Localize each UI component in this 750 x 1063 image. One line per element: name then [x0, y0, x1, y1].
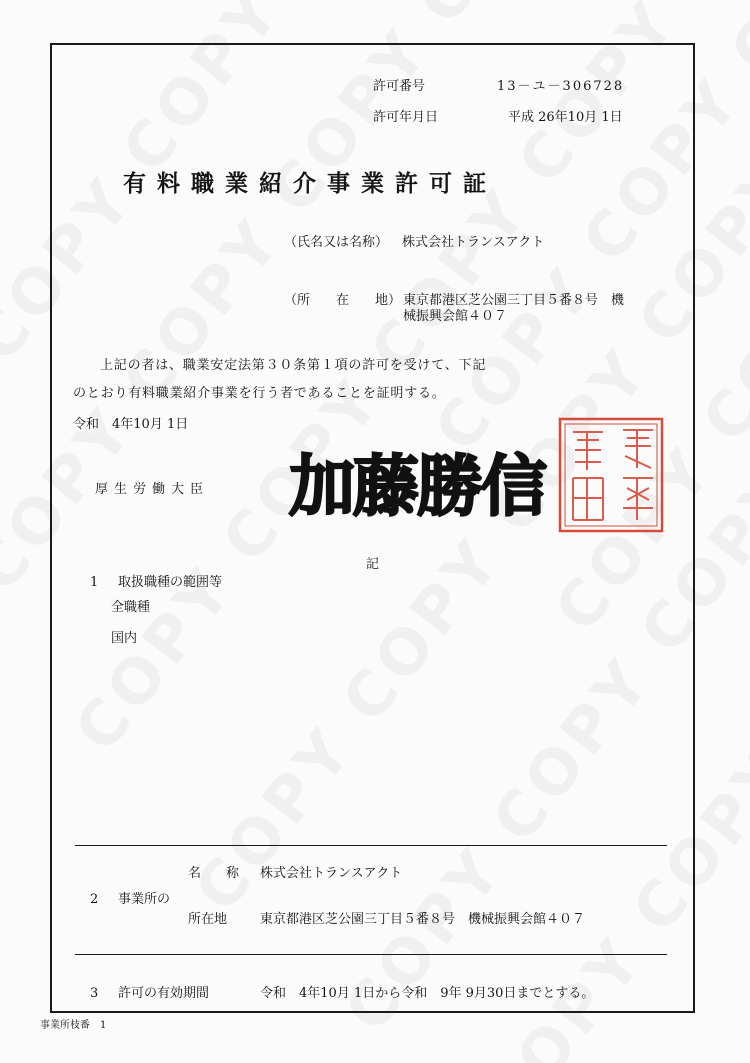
minister-label: 厚生労働大臣 — [95, 482, 210, 497]
section3-label: 許可の有効期間 — [118, 986, 210, 1001]
holder-address-line1: 東京都港区芝公園三丁目５番８号 機 — [403, 293, 625, 308]
page-title: 有料職業紹介事業許可証 — [123, 170, 497, 197]
signature-text: 加藤勝信 — [289, 447, 545, 525]
permit-number-label: 許可番号 — [373, 79, 426, 94]
section1-heading: 取扱職種の範囲等 — [118, 575, 223, 590]
permit-date-label: 許可年月日 — [373, 110, 439, 125]
section2-name-label: 名 称 — [188, 866, 246, 881]
section1-number: 1 — [90, 575, 99, 590]
holder-address-line2: 械振興会館４０７ — [403, 309, 508, 324]
permit-number-value: 13－ユ－306728 — [497, 79, 625, 94]
issue-date: 令和 4年10月 1日 — [73, 417, 189, 432]
footer-branch-number: 事業所枝番 1 — [40, 1020, 107, 1031]
ki-label: 記 — [366, 557, 380, 572]
section3-number: 3 — [90, 986, 99, 1001]
section1-item-1: 全職種 — [111, 600, 151, 615]
section2-name-value: 株式会社トランスアクト — [260, 866, 403, 881]
section1-item-2: 国内 — [111, 631, 138, 646]
section2-label: 事業所の — [118, 892, 171, 907]
body-text-line1: 上記の者は、職業安定法第３０条第１項の許可を受けて、下記 — [100, 358, 487, 373]
holder-address-label: （所 在 地） — [284, 293, 402, 308]
minister-signature — [285, 437, 565, 527]
section2-address-value: 東京都港区芝公園三丁目５番８号 機械振興会館４０７ — [260, 912, 586, 927]
seal-text: 厚生労働大臣之印 — [557, 416, 565, 417]
section2-number: 2 — [90, 892, 99, 907]
body-text-line2: のとおり有料職業紹介事業を行う者であることを証明する。 — [73, 386, 446, 401]
official-seal — [557, 416, 665, 534]
section2-address-label: 所在地 — [188, 912, 228, 927]
section-divider — [75, 845, 667, 846]
section3-value: 令和 4年10月 1日から令和 9年 9月30日までとする。 — [260, 986, 595, 1001]
holder-name-label: （氏名又は名称） — [284, 235, 389, 250]
section-divider — [75, 954, 667, 955]
holder-name-value: 株式会社トランスアクト — [402, 235, 545, 250]
permit-date-value: 平成 26年10月 1日 — [508, 110, 623, 125]
